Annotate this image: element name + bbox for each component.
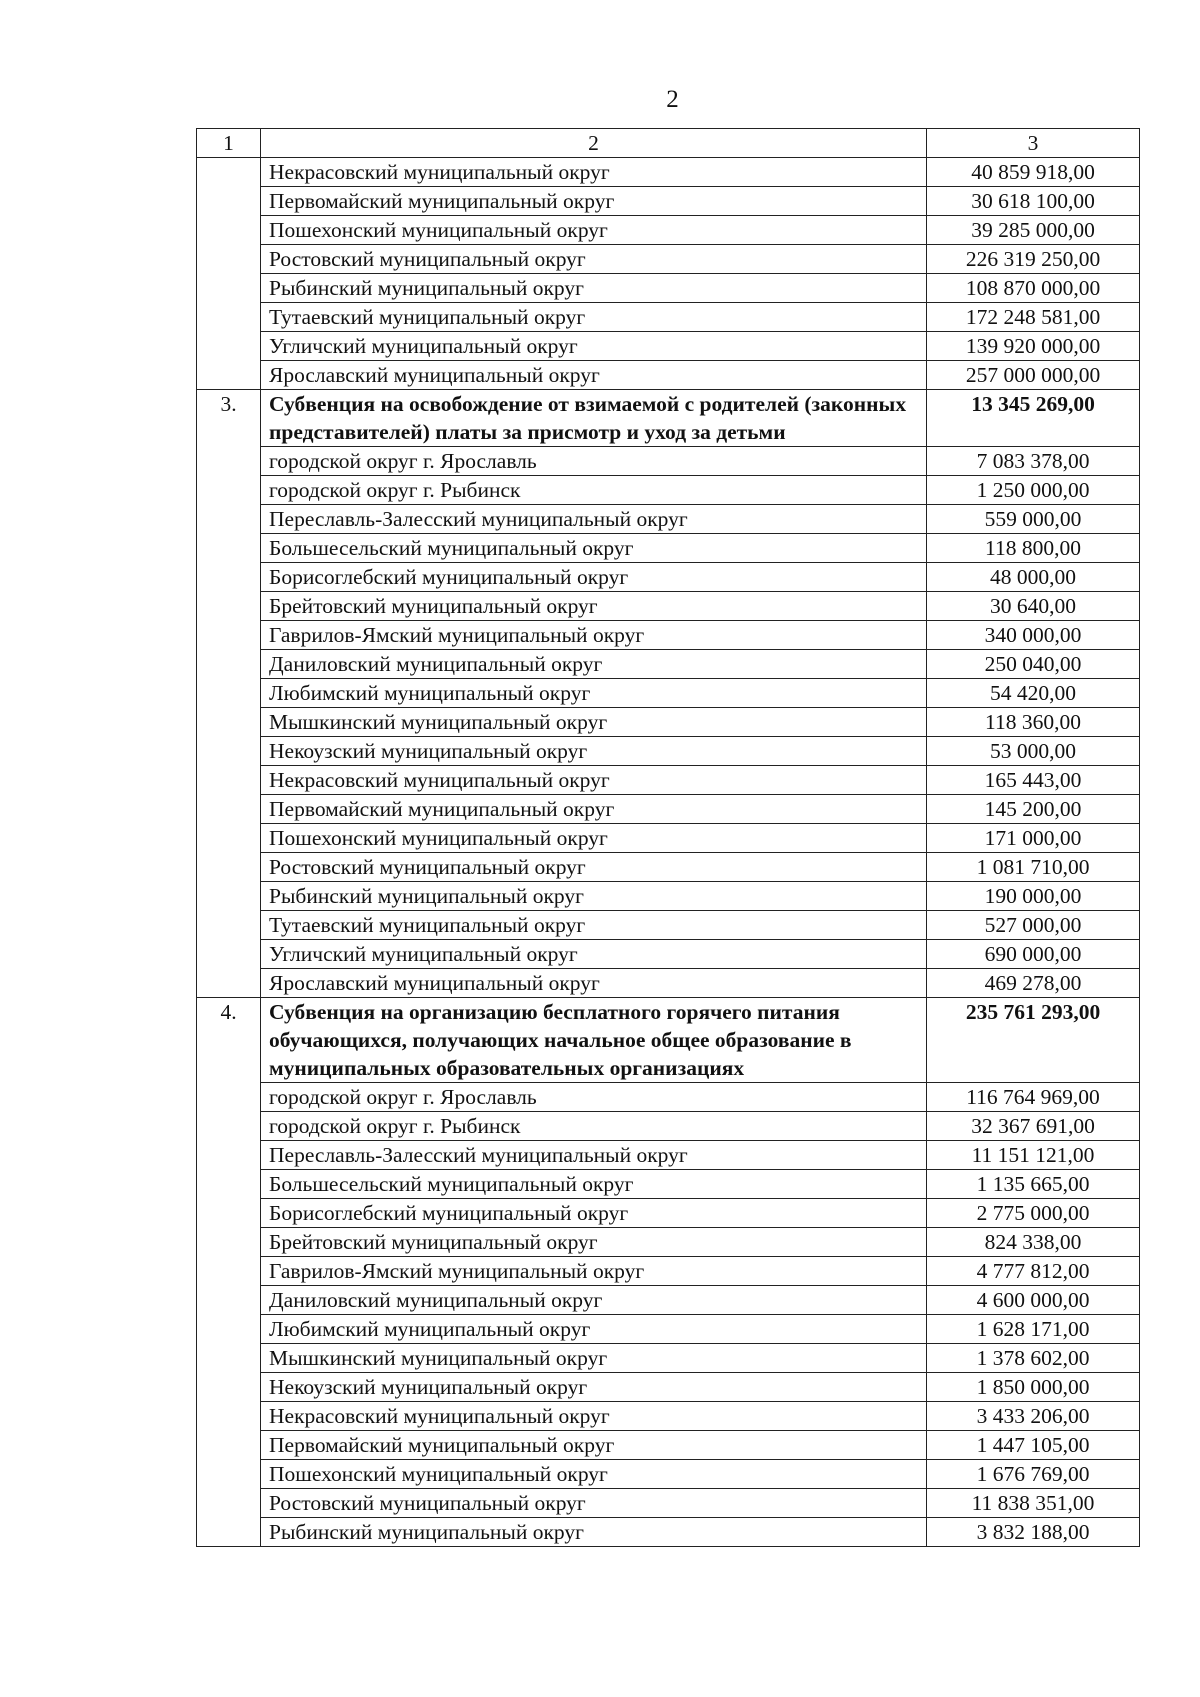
row-number-cell: [197, 737, 261, 766]
row-number-cell: [197, 332, 261, 361]
table-row: [197, 1199, 1140, 1228]
table-row: [197, 1460, 1140, 1489]
municipality-name: Мышкинский муниципальный округ: [261, 708, 927, 737]
municipality-name: Первомайский муниципальный округ: [261, 1431, 927, 1460]
row-number-cell: [197, 1344, 261, 1373]
table-row: [197, 158, 1140, 187]
section-4-title: Субвенция на организацию бесплатного горячего питания обучающихся, получающих начальное общее образование в муниципальных образовательных организациях: [261, 998, 927, 1083]
municipality-name: Мышкинский муниципальный округ: [261, 1344, 927, 1373]
row-number-cell: [197, 1112, 261, 1141]
amount-value: 1 378 602,00: [927, 1344, 1140, 1373]
table-row: [197, 1083, 1140, 1112]
municipality-name: Любимский муниципальный округ: [261, 679, 927, 708]
row-number-cell: [197, 245, 261, 274]
header-col-2: 2: [261, 129, 927, 158]
amount-value: 1 081 710,00: [927, 853, 1140, 882]
row-number-cell: [197, 158, 261, 187]
row-number-cell: [197, 1141, 261, 1170]
table-row: [197, 1112, 1140, 1141]
municipality-name: Брейтовский муниципальный округ: [261, 1228, 927, 1257]
table-header-row: [197, 129, 1140, 158]
table-row: [197, 245, 1140, 274]
table-row: [197, 679, 1140, 708]
municipality-name: Тутаевский муниципальный округ: [261, 303, 927, 332]
amount-value: 4 777 812,00: [927, 1257, 1140, 1286]
table-row: [197, 621, 1140, 650]
page-number: 2: [666, 86, 679, 113]
table-row: [197, 447, 1140, 476]
row-number-cell: [197, 853, 261, 882]
section-4-number: 4.: [197, 998, 261, 1083]
municipality-name: Пошехонский муниципальный округ: [261, 216, 927, 245]
section-3-title-row: [197, 390, 1140, 447]
amount-value: 39 285 000,00: [927, 216, 1140, 245]
header-col-1: 1: [197, 129, 261, 158]
row-number-cell: [197, 563, 261, 592]
municipality-name: Борисоглебский муниципальный округ: [261, 1199, 927, 1228]
amount-value: 257 000 000,00: [927, 361, 1140, 390]
row-number-cell: [197, 447, 261, 476]
amount-value: 1 850 000,00: [927, 1373, 1140, 1402]
amount-value: 190 000,00: [927, 882, 1140, 911]
table-row: [197, 592, 1140, 621]
row-number-cell: [197, 940, 261, 969]
amount-value: 7 083 378,00: [927, 447, 1140, 476]
row-number-cell: [197, 1518, 261, 1547]
municipality-name: Ярославский муниципальный округ: [261, 361, 927, 390]
table-row: [197, 1518, 1140, 1547]
row-number-cell: [197, 303, 261, 332]
row-number-cell: [197, 1286, 261, 1315]
table-row: [197, 1431, 1140, 1460]
amount-value: 226 319 250,00: [927, 245, 1140, 274]
row-number-cell: [197, 1489, 261, 1518]
amount-value: 3 832 188,00: [927, 1518, 1140, 1547]
municipality-name: городской округ г. Ярославль: [261, 447, 927, 476]
table-row: [197, 650, 1140, 679]
row-number-cell: [197, 274, 261, 303]
municipality-name: Рыбинский муниципальный округ: [261, 274, 927, 303]
table-row: [197, 1228, 1140, 1257]
municipality-name: городской округ г. Рыбинск: [261, 1112, 927, 1141]
table-row: [197, 563, 1140, 592]
amount-value: 1 628 171,00: [927, 1315, 1140, 1344]
table-row: [197, 187, 1140, 216]
municipality-name: Ярославский муниципальный округ: [261, 969, 927, 998]
row-number-cell: [197, 679, 261, 708]
municipality-name: Брейтовский муниципальный округ: [261, 592, 927, 621]
row-number-cell: [197, 216, 261, 245]
amount-value: 4 600 000,00: [927, 1286, 1140, 1315]
municipality-name: Большесельский муниципальный округ: [261, 534, 927, 563]
row-number-cell: [197, 766, 261, 795]
municipality-name: Некоузский муниципальный округ: [261, 1373, 927, 1402]
table-row: [197, 1373, 1140, 1402]
table-row: [197, 795, 1140, 824]
amount-value: 30 640,00: [927, 592, 1140, 621]
table-row: [197, 708, 1140, 737]
row-number-cell: [197, 505, 261, 534]
municipality-name: Рыбинский муниципальный округ: [261, 882, 927, 911]
amount-value: 11 151 121,00: [927, 1141, 1140, 1170]
amount-value: 40 859 918,00: [927, 158, 1140, 187]
municipality-name: Некоузский муниципальный округ: [261, 737, 927, 766]
table-row: [197, 505, 1140, 534]
subvention-table: [196, 128, 1140, 1547]
amount-value: 250 040,00: [927, 650, 1140, 679]
row-number-cell: [197, 969, 261, 998]
municipality-name: Гаврилов-Ямский муниципальный округ: [261, 1257, 927, 1286]
row-number-cell: [197, 1373, 261, 1402]
row-number-cell: [197, 476, 261, 505]
amount-value: 118 800,00: [927, 534, 1140, 563]
municipality-name: Даниловский муниципальный округ: [261, 650, 927, 679]
amount-value: 2 775 000,00: [927, 1199, 1140, 1228]
amount-value: 3 433 206,00: [927, 1402, 1140, 1431]
row-number-cell: [197, 361, 261, 390]
table-row: [197, 737, 1140, 766]
row-number-cell: [197, 592, 261, 621]
municipality-name: Большесельский муниципальный округ: [261, 1170, 927, 1199]
amount-value: 1 250 000,00: [927, 476, 1140, 505]
municipality-name: Переславль-Залесский муниципальный округ: [261, 1141, 927, 1170]
row-number-cell: [197, 1315, 261, 1344]
table-row: [197, 361, 1140, 390]
municipality-name: городской округ г. Рыбинск: [261, 476, 927, 505]
row-number-cell: [197, 621, 261, 650]
municipality-name: Борисоглебский муниципальный округ: [261, 563, 927, 592]
table-row: [197, 216, 1140, 245]
table-row: [197, 1286, 1140, 1315]
amount-value: 30 618 100,00: [927, 187, 1140, 216]
table-row: [197, 940, 1140, 969]
section-3-number: 3.: [197, 390, 261, 447]
municipality-name: Некрасовский муниципальный округ: [261, 766, 927, 795]
table-row: [197, 1344, 1140, 1373]
municipality-name: Даниловский муниципальный округ: [261, 1286, 927, 1315]
section-4-title-row: [197, 998, 1140, 1083]
municipality-name: Первомайский муниципальный округ: [261, 187, 927, 216]
municipality-name: Ростовский муниципальный округ: [261, 245, 927, 274]
table-row: [197, 766, 1140, 795]
amount-value: 48 000,00: [927, 563, 1140, 592]
row-number-cell: [197, 534, 261, 563]
municipality-name: Тутаевский муниципальный округ: [261, 911, 927, 940]
amount-value: 165 443,00: [927, 766, 1140, 795]
amount-value: 690 000,00: [927, 940, 1140, 969]
row-number-cell: [197, 708, 261, 737]
row-number-cell: [197, 1199, 261, 1228]
row-number-cell: [197, 1170, 261, 1199]
amount-value: 116 764 969,00: [927, 1083, 1140, 1112]
municipality-name: Гаврилов-Ямский муниципальный округ: [261, 621, 927, 650]
municipality-name: Угличский муниципальный округ: [261, 940, 927, 969]
table-row: [197, 1315, 1140, 1344]
table-row: [197, 1170, 1140, 1199]
row-number-cell: [197, 1228, 261, 1257]
header-col-3: 3: [927, 129, 1140, 158]
municipality-name: Рыбинский муниципальный округ: [261, 1518, 927, 1547]
municipality-name: городской округ г. Ярославль: [261, 1083, 927, 1112]
row-number-cell: [197, 1257, 261, 1286]
row-number-cell: [197, 824, 261, 853]
amount-value: 340 000,00: [927, 621, 1140, 650]
amount-value: 139 920 000,00: [927, 332, 1140, 361]
row-number-cell: [197, 795, 261, 824]
amount-value: 172 248 581,00: [927, 303, 1140, 332]
municipality-name: Угличский муниципальный округ: [261, 332, 927, 361]
table-row: [197, 824, 1140, 853]
table-row: [197, 1141, 1140, 1170]
table-row: [197, 882, 1140, 911]
section-3-title: Субвенция на освобождение от взимаемой с родителей (законных представителей) платы за присмотр и уход за детьми: [261, 390, 927, 447]
amount-value: 54 420,00: [927, 679, 1140, 708]
amount-value: 108 870 000,00: [927, 274, 1140, 303]
row-number-cell: [197, 882, 261, 911]
municipality-name: Любимский муниципальный округ: [261, 1315, 927, 1344]
table-row: [197, 303, 1140, 332]
table-row: [197, 911, 1140, 940]
section-4-total: 235 761 293,00: [927, 998, 1140, 1083]
table-row: [197, 476, 1140, 505]
amount-value: 11 838 351,00: [927, 1489, 1140, 1518]
municipality-name: Ростовский муниципальный округ: [261, 853, 927, 882]
row-number-cell: [197, 911, 261, 940]
table-row: [197, 274, 1140, 303]
amount-value: 1 676 769,00: [927, 1460, 1140, 1489]
table-row: [197, 1257, 1140, 1286]
amount-value: 118 360,00: [927, 708, 1140, 737]
municipality-name: Пошехонский муниципальный округ: [261, 824, 927, 853]
municipality-name: Переславль-Залесский муниципальный округ: [261, 505, 927, 534]
amount-value: 1 447 105,00: [927, 1431, 1140, 1460]
municipality-name: Некрасовский муниципальный округ: [261, 1402, 927, 1431]
row-number-cell: [197, 187, 261, 216]
section-3-total: 13 345 269,00: [927, 390, 1140, 447]
row-number-cell: [197, 1083, 261, 1112]
amount-value: 527 000,00: [927, 911, 1140, 940]
table-row: [197, 1489, 1140, 1518]
table-row: [197, 332, 1140, 361]
amount-value: 824 338,00: [927, 1228, 1140, 1257]
municipality-name: Ростовский муниципальный округ: [261, 1489, 927, 1518]
amount-value: 145 200,00: [927, 795, 1140, 824]
municipality-name: Некрасовский муниципальный округ: [261, 158, 927, 187]
table-row: [197, 534, 1140, 563]
table-row: [197, 1402, 1140, 1431]
row-number-cell: [197, 1402, 261, 1431]
amount-value: 171 000,00: [927, 824, 1140, 853]
row-number-cell: [197, 1431, 261, 1460]
municipality-name: Первомайский муниципальный округ: [261, 795, 927, 824]
amount-value: 53 000,00: [927, 737, 1140, 766]
amount-value: 469 278,00: [927, 969, 1140, 998]
row-number-cell: [197, 1460, 261, 1489]
amount-value: 559 000,00: [927, 505, 1140, 534]
table-row: [197, 969, 1140, 998]
municipality-name: Пошехонский муниципальный округ: [261, 1460, 927, 1489]
table-row: [197, 853, 1140, 882]
row-number-cell: [197, 650, 261, 679]
amount-value: 1 135 665,00: [927, 1170, 1140, 1199]
amount-value: 32 367 691,00: [927, 1112, 1140, 1141]
